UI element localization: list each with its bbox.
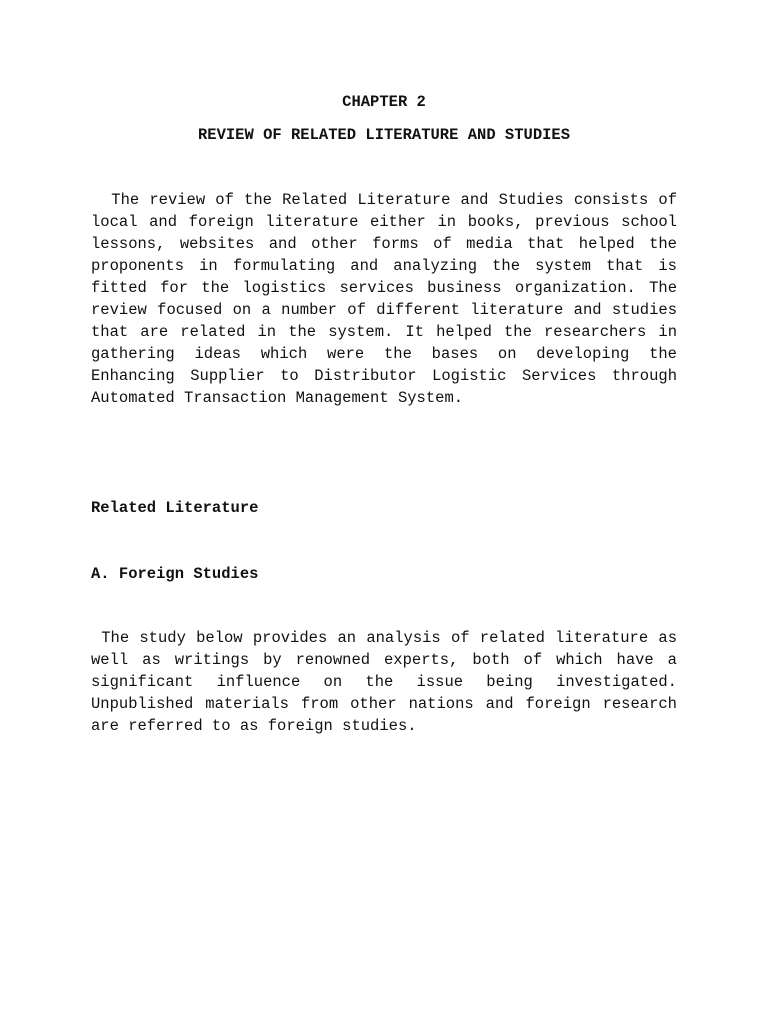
chapter-number: CHAPTER 2: [342, 93, 426, 111]
subsection-heading-foreign-studies: A. Foreign Studies: [91, 565, 259, 583]
section-heading-related-literature: Related Literature: [91, 499, 259, 517]
intro-paragraph: The review of the Related Literature and Studies consists of local and foreign literature either in books, previous school lessons, websites and other forms of media that helped the proponents in formulating and analyzing the system that is fitted for the logistics services business organization. The review focused on a number of different literature and studies that are related in the system. It helped the researchers in gathering ideas which were the bases on developing the Enhancing Supplier to Distributor Logistic Services through Automated Transaction Management System.: [91, 191, 677, 407]
chapter-title: REVIEW OF RELATED LITERATURE AND STUDIES: [197, 126, 571, 144]
foreign-studies-paragraph: The study below provides an analysis of related literature as well as writings by renowned experts, both of which have a significant influence on the issue being investigated. Unpublished materials from other nations and foreign research are referred to as foreign studies.: [91, 629, 677, 735]
